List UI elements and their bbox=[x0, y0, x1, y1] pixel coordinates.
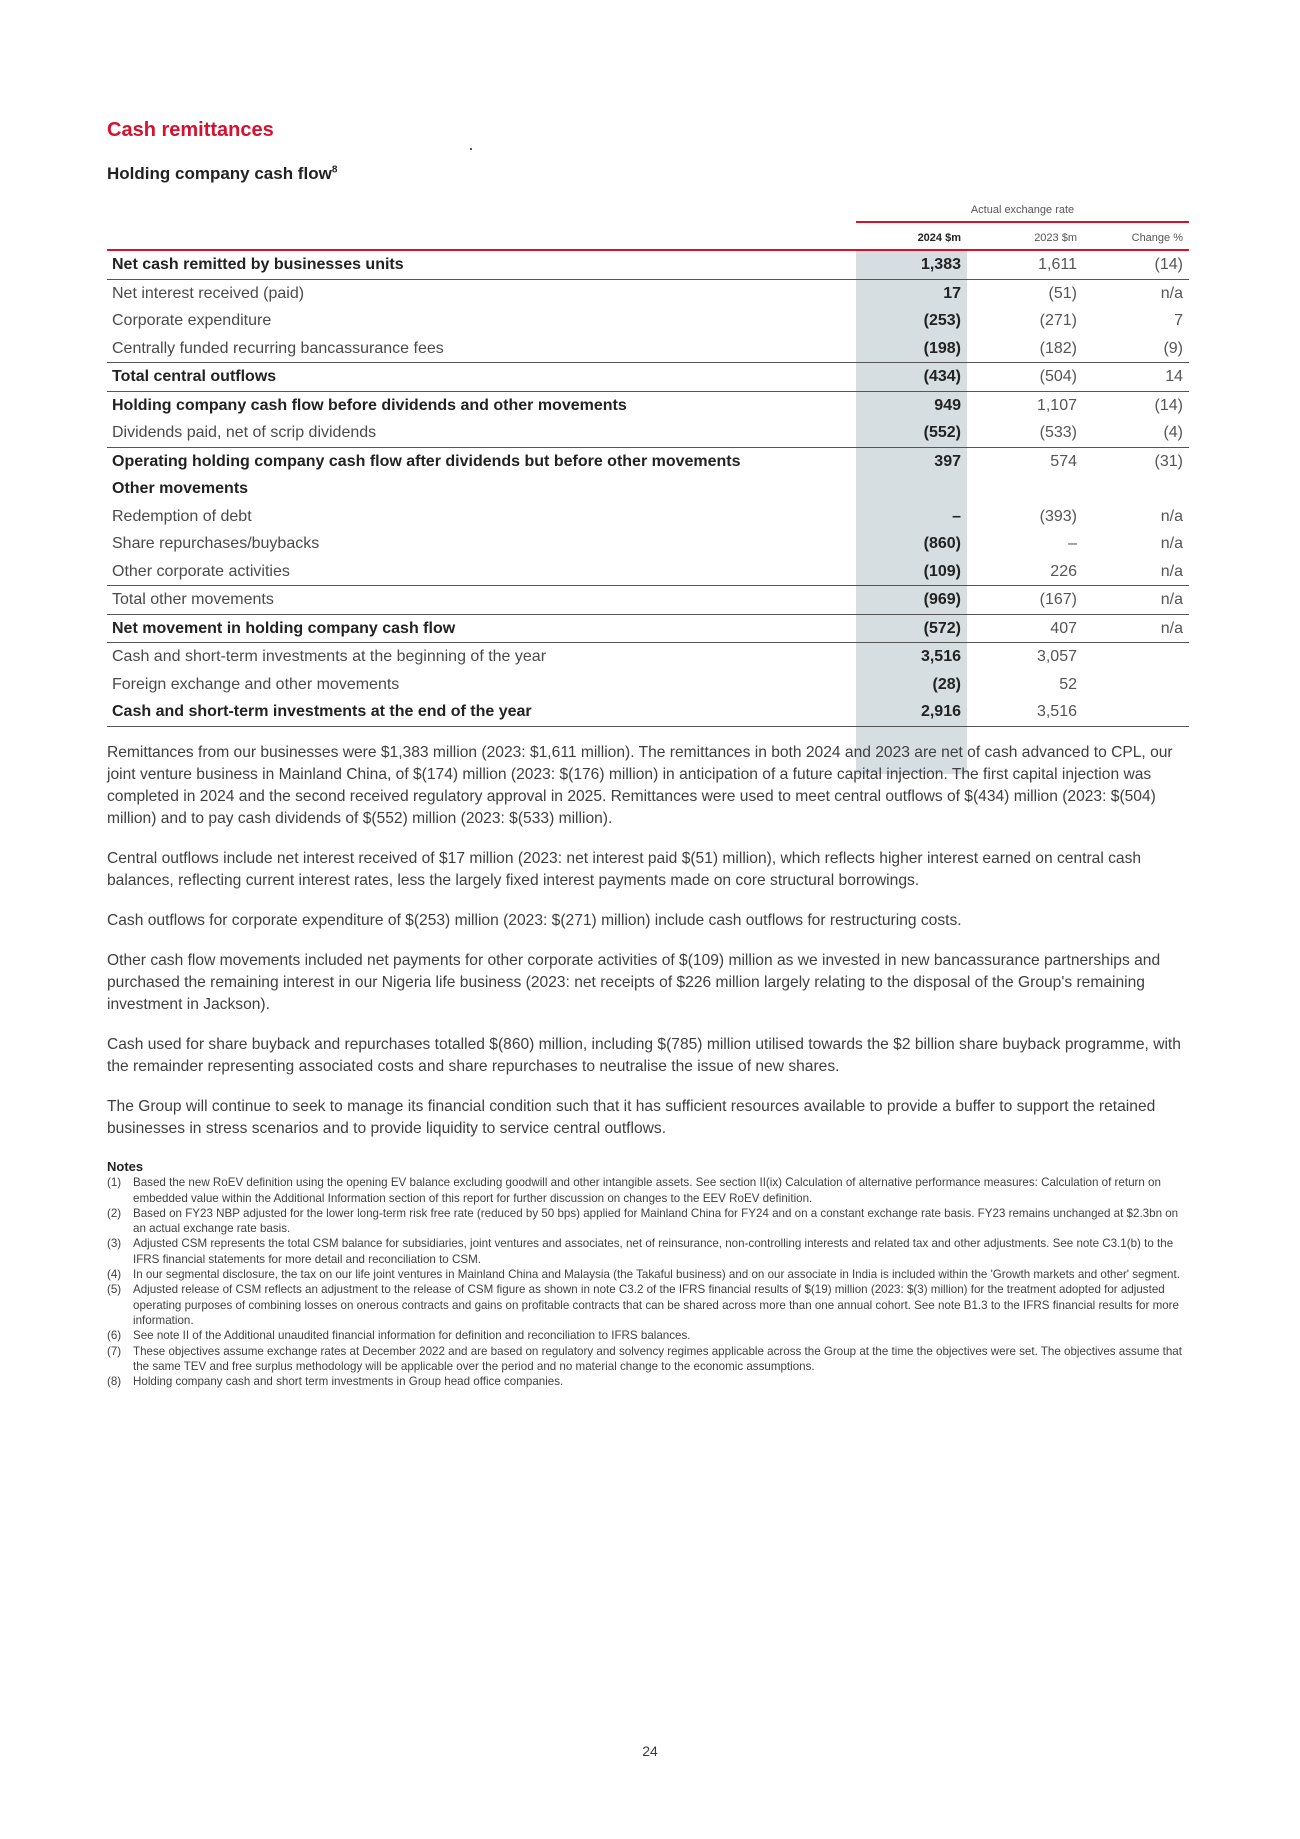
table-title-note: 8 bbox=[331, 164, 338, 176]
table-row: Net movement in holding company cash flow (572) 407 n/a bbox=[107, 615, 1189, 644]
table-row: Total other movements (969) (167) n/a bbox=[107, 586, 1189, 615]
table-row: Cash and short-term investments at the end of the year 2,916 3,516 bbox=[107, 698, 1189, 727]
paragraph: Remittances from our businesses were $1,383 million (2023: $1,611 million). The remittances in both 2024 and 2023 are net of cash advanced to CPL, our joint venture business in Mainland China, of $(174) million (2023: $(176) million) in anticipation of a future capital injection. The first capital injection was completed in 2024 and the second received regulatory approval in 2025. Remittances were used to meet central outflows of $(434) million (2023: $(504) million) and to pay cash dividends of $(552) million (2023: $(533) million). bbox=[107, 744, 1173, 827]
table-title: Holding company cash flow$^8$ bbox=[107, 164, 338, 183]
section-title: Cash remittances bbox=[107, 119, 274, 141]
table-row: Net cash remitted by businesses units 1,383 1,611 (14) bbox=[107, 251, 1189, 280]
commentary bbox=[107, 742, 1189, 1158]
table-row: Cash and short-term investments at the beginning of the year 3,516 3,057 bbox=[112, 648, 1077, 665]
notes-title: Notes bbox=[107, 1159, 144, 1174]
table-row: Other movements bbox=[112, 480, 249, 497]
column-header-change: Change % bbox=[1131, 232, 1183, 244]
notes bbox=[107, 1159, 1192, 1389]
note-item: (5) Adjusted release of CSM reflects an adjustment to the release of CSM figure as shown in note C3.2 of the IFRS financial results of $(19) million (2023: $(3) million) for the treatment adopted for adjusted operating purposes of combining losses on onerous contracts and gains on profitable contracts that can be shared across more than one annual cohort. See note B1.3 to the IFRS financial results for more information. bbox=[107, 1283, 1179, 1327]
paragraph: Central outflows include net interest received of $17 million (2023: net interest paid $(51) million), which reflects higher interest earned on central cash balances, reflecting current interest rates, less the largely fixed interest payments made on core structural borrowings. bbox=[107, 850, 1142, 889]
group-header: Actual exchange rate bbox=[970, 204, 1075, 216]
paragraph: Cash used for share buyback and repurchases totalled $(860) million, including $(785) million utilised towards the $2 billion share buyback programme, with the remainder representing associated costs and share repurchases to neutralise the issue of new shares. bbox=[107, 1036, 1181, 1075]
table-row: Centrally funded recurring bancassurance fees (198) (182) (9) bbox=[107, 335, 1189, 364]
table-body bbox=[107, 251, 1189, 727]
note-item: (8) Holding company cash and short term investments in Group head office companies. bbox=[107, 1375, 564, 1389]
paragraph: Cash outflows for corporate expenditure of $(253) million (2023: $(271) million) include cash outflows for restructuring costs. bbox=[107, 912, 962, 929]
page-number: 24 bbox=[642, 1743, 658, 1759]
table-row: Holding company cash flow before dividends and other movements 949 1,107 (14) bbox=[112, 396, 1183, 414]
note-item: (3) Adjusted CSM represents the total CSM balance for subsidiaries, joint ventures and associates, net of reinsurance, non-controlling interests and related tax and other adjustments. See note C3.1(b) to the IFRS financial statements for more detail and reconciliation to CSM. bbox=[107, 1237, 1174, 1266]
note-item: (6) See note II of the Additional unaudited financial information for definition and reconciliation to IFRS balances. bbox=[107, 1329, 691, 1343]
table-row: Redemption of debt – (393) n/a bbox=[112, 507, 1183, 525]
table-row: Corporate expenditure (253) (271) 7 bbox=[112, 312, 1183, 329]
table-row: Foreign exchange and other movements (28) 52 bbox=[112, 675, 1077, 693]
note-item: (2) Based on FY23 NBP adjusted for the lower long-term risk free rate (reduced by 50 bps) applied for Mainland China for FY24 and on a constant exchange rate basis. FY23 remains unchanged at $2.3bn on an actual exchange rate basis. bbox=[107, 1206, 1179, 1236]
table-row: Share repurchases/buybacks (860) – n/a bbox=[112, 535, 1183, 552]
table-row: Total central outflows (434) (504) 14 bbox=[107, 363, 1189, 392]
table-row: Other corporate activities (109) 226 n/a bbox=[107, 558, 1189, 587]
paragraph: Other cash flow movements included net payments for other corporate activities of $(109) million as we invested in new bancassurance partnerships and purchased the remaining interest in our Nigeria life business (2023: net receipts of $226 million largely relating to the disposal of the Group's remaining investment in Jackson). bbox=[107, 952, 1161, 1013]
paragraph: The Group will continue to seek to manage its financial condition such that it has sufficient resources available to provide a buffer to support the retained businesses in stress scenarios and to provide liquidity to service central outflows. bbox=[107, 1098, 1156, 1137]
group-header-rule bbox=[856, 221, 1189, 223]
column-header-2024: 2024 $m bbox=[917, 232, 961, 244]
table-row: Operating holding company cash flow after dividends but before other movements 397 574 (31) bbox=[112, 452, 1183, 470]
note-item: (1) Based the new RoEV definition using the opening EV balance excluding goodwill and other intangible assets. See section II(ix) Calculation of alternative performance measures: Calculation of return on embedded value within the Additional Information section of this report for further discussion on changes to the EEV RoEV definition. bbox=[107, 1176, 1161, 1205]
stray-dot bbox=[470, 148, 472, 150]
note-item: (4) In our segmental disclosure, the tax on our life joint ventures in Mainland China and Malaysia (the Takaful business) and on our associate in India is included within the 'Growth markets and other' segment. bbox=[107, 1268, 1180, 1282]
table-row: Dividends paid, net of scrip dividends (552) (533) (4) bbox=[107, 419, 1189, 448]
column-header-2023: 2023 $m bbox=[1034, 232, 1077, 244]
note-item: (7) These objectives assume exchange rates at December 2022 and are based on regulatory and solvency regimes applicable across the Group at the time the objectives were set. The objectives assume that the same TEV and free surplus methodology will be applicable over the period and no material change to the economic assumptions. bbox=[107, 1344, 1182, 1373]
table-row: Net interest received (paid) 17 (51) n/a bbox=[112, 284, 1183, 302]
